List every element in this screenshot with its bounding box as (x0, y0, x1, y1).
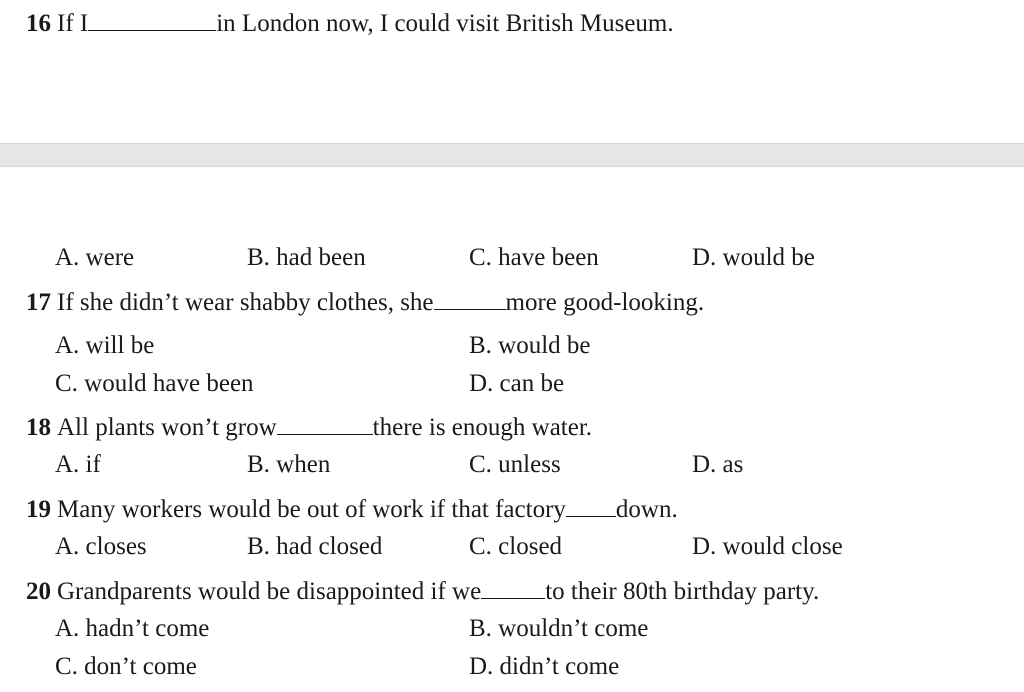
option-a: A. hadn’t come (55, 615, 210, 642)
option-b: B. had closed (247, 533, 383, 560)
option-a: A. will be (55, 332, 155, 359)
option-c: C. don’t come (55, 653, 197, 680)
option-d: D. can be (469, 370, 565, 397)
option-d: D. didn’t come (469, 653, 620, 680)
answer-blank (88, 10, 216, 31)
question-text-before: All plants won’t grow (57, 414, 277, 441)
option-b: B. had been (247, 244, 366, 271)
question-text-before: Many workers would be out of work if that factory (57, 496, 566, 523)
question-20 (26, 578, 819, 604)
question-text-before: If I (57, 10, 89, 37)
question-text-after: in London now, I could visit British Museum. (216, 10, 674, 37)
option-c: C. unless (469, 451, 561, 478)
question-18 (26, 414, 592, 440)
answer-blank (566, 496, 616, 517)
option-a: A. closes (55, 533, 147, 560)
option-a: A. were (55, 244, 135, 271)
option-d: D. would be (692, 244, 815, 271)
option-b: B. would be (469, 332, 591, 359)
option-c: C. have been (469, 244, 599, 271)
question-19 (26, 496, 678, 522)
question-number: 20 (26, 578, 51, 605)
question-17 (26, 289, 704, 315)
question-text-before: If she didn’t wear shabby clothes, she (57, 289, 434, 316)
question-number: 17 (26, 289, 51, 316)
option-a: A. if (55, 451, 101, 478)
question-text-after: to their 80th birthday party. (545, 578, 820, 605)
option-c: C. closed (469, 533, 563, 560)
answer-blank (434, 289, 506, 310)
answer-blank (277, 414, 373, 435)
option-c: C. would have been (55, 370, 254, 397)
question-text-after: there is enough water. (372, 414, 593, 441)
question-number: 16 (26, 10, 51, 37)
page-separator (0, 143, 1024, 167)
option-d: D. would close (692, 533, 843, 560)
question-number: 19 (26, 496, 51, 523)
option-b: B. when (247, 451, 331, 478)
option-b: B. wouldn’t come (469, 615, 649, 642)
answer-blank (481, 578, 545, 599)
question-number: 18 (26, 414, 51, 441)
question-text-after: down. (615, 496, 678, 523)
question-text-before: Grandparents would be disappointed if we (57, 578, 482, 605)
question-16 (26, 10, 674, 36)
option-d: D. as (692, 451, 744, 478)
question-text-after: more good-looking. (505, 289, 705, 316)
